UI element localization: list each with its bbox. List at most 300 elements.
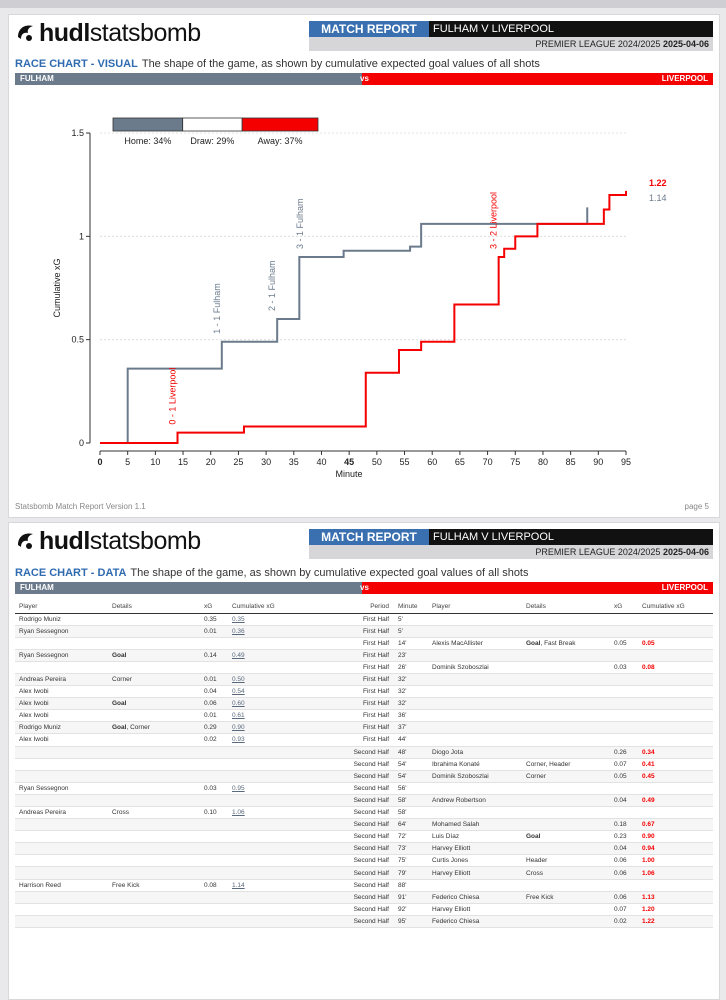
cell-home-cumulative-xg <box>228 758 308 770</box>
cell-away-details <box>522 698 610 710</box>
cell-home-cumulative-xg: 0.50 <box>228 673 308 685</box>
cell-away-details: Free Kick <box>522 891 610 903</box>
cell-away-details <box>522 686 610 698</box>
cell-away-cumulative-xg: 1.06 <box>638 867 713 879</box>
cell-away-player: Ibrahima Konaté <box>428 758 522 770</box>
table-header-row <box>15 601 713 613</box>
cell-home-cumulative-xg <box>228 661 308 673</box>
cell-home-cumulative-xg: 1.14 <box>228 879 308 891</box>
cell-home-cumulative-xg: 0.49 <box>228 649 308 661</box>
chart-grid <box>100 133 626 340</box>
cell-home-player: Alex Iwobi <box>15 698 108 710</box>
cell-minute: 92' <box>394 903 428 915</box>
x-tick-label: 85 <box>565 457 576 467</box>
cell-home-cumulative-xg: 0.95 <box>228 782 308 794</box>
section-title <box>15 58 540 70</box>
cell-minute: 91' <box>394 891 428 903</box>
cell-away-xg <box>610 807 638 819</box>
cell-home-xg: 0.01 <box>200 710 228 722</box>
cell-period: First Half <box>308 710 394 722</box>
cell-away-player <box>428 734 522 746</box>
cell-home-details <box>108 734 200 746</box>
cell-away-xg: 0.18 <box>610 819 638 831</box>
cell-away-cumulative-xg <box>638 673 713 685</box>
cell-away-cumulative-xg: 0.49 <box>638 794 713 806</box>
away-probability-segment <box>242 118 318 131</box>
cell-away-details: Corner, Header <box>522 758 610 770</box>
cell-home-xg <box>200 637 228 649</box>
cell-minute: 32' <box>394 698 428 710</box>
cell-away-xg: 0.06 <box>610 891 638 903</box>
cell-period: Second Half <box>308 770 394 782</box>
cell-period: Second Half <box>308 831 394 843</box>
cell-away-cumulative-xg: 0.41 <box>638 758 713 770</box>
cell-home-details <box>108 758 200 770</box>
cell-home-details: Free Kick <box>108 879 200 891</box>
cell-home-cumulative-xg <box>228 843 308 855</box>
report-page-visual <box>8 14 720 518</box>
away-probability-label: Away: 37% <box>257 136 303 146</box>
table-row <box>15 686 713 698</box>
cell-away-xg <box>610 625 638 637</box>
cell-home-player <box>15 891 108 903</box>
table-row <box>15 843 713 855</box>
cell-period: First Half <box>308 673 394 685</box>
cell-away-xg <box>610 686 638 698</box>
cell-home-details <box>108 794 200 806</box>
table-row <box>15 661 713 673</box>
cell-home-player: Alex Iwobi <box>15 686 108 698</box>
cell-minute: 88' <box>394 879 428 891</box>
table-row <box>15 649 713 661</box>
home-probability-segment <box>113 118 183 131</box>
cell-away-details <box>522 794 610 806</box>
cell-home-cumulative-xg <box>228 794 308 806</box>
cell-home-cumulative-xg <box>228 915 308 927</box>
cell-home-cumulative-xg: 1.06 <box>228 807 308 819</box>
cell-home-details <box>108 782 200 794</box>
table-row <box>15 831 713 843</box>
cell-away-player <box>428 710 522 722</box>
cell-home-player <box>15 794 108 806</box>
cell-home-cumulative-xg: 0.61 <box>228 710 308 722</box>
cell-away-details <box>522 819 610 831</box>
report-header <box>309 21 713 51</box>
cell-minute: 37' <box>394 722 428 734</box>
vs-label: vs <box>360 583 369 592</box>
cell-home-cumulative-xg <box>228 831 308 843</box>
cell-away-player <box>428 722 522 734</box>
table-row <box>15 915 713 927</box>
col-home-details: Details <box>108 601 200 613</box>
cell-period: Second Half <box>308 915 394 927</box>
cell-home-xg <box>200 758 228 770</box>
cell-away-details <box>522 722 610 734</box>
cell-away-xg: 0.04 <box>610 794 638 806</box>
cell-away-player: Curtis Jones <box>428 855 522 867</box>
cell-home-player: Ryan Sessegnon <box>15 782 108 794</box>
col-away-details: Details <box>522 601 610 613</box>
cell-home-xg: 0.29 <box>200 722 228 734</box>
cell-away-player: Harvey Elliott <box>428 903 522 915</box>
liverpool-final-xg-label: 1.22 <box>649 178 667 188</box>
cell-home-player: Rodrigo Muniz <box>15 722 108 734</box>
report-header <box>309 529 713 559</box>
cell-away-cumulative-xg <box>638 782 713 794</box>
col-minute: Minute <box>394 601 428 613</box>
cell-home-xg: 0.06 <box>200 698 228 710</box>
cell-home-xg <box>200 891 228 903</box>
cell-away-xg <box>610 649 638 661</box>
cell-away-cumulative-xg <box>638 734 713 746</box>
cell-away-cumulative-xg: 0.08 <box>638 661 713 673</box>
cell-home-player: Ryan Sessegnon <box>15 625 108 637</box>
cell-away-cumulative-xg: 0.94 <box>638 843 713 855</box>
cell-home-xg: 0.14 <box>200 649 228 661</box>
cell-home-details <box>108 903 200 915</box>
cell-home-details <box>108 637 200 649</box>
table-row <box>15 807 713 819</box>
cell-home-player: Harrison Reed <box>15 879 108 891</box>
team-bar <box>15 582 713 594</box>
draw-probability-segment <box>183 118 242 131</box>
cell-home-details <box>108 661 200 673</box>
goal-annotation: 0 - 1 Liverpool <box>167 367 178 425</box>
brand-bold-text: hudl <box>39 19 90 47</box>
cell-home-details <box>108 831 200 843</box>
home-team-label: FULHAM <box>15 582 362 594</box>
cell-period: Second Half <box>308 903 394 915</box>
cell-away-xg: 0.07 <box>610 758 638 770</box>
cell-away-xg: 0.06 <box>610 855 638 867</box>
race-chart <box>9 93 721 493</box>
cell-away-details <box>522 782 610 794</box>
cell-home-xg <box>200 855 228 867</box>
cell-period: Second Half <box>308 843 394 855</box>
hudl-statsbomb-logo <box>15 19 201 48</box>
cell-away-player: Luis Díaz <box>428 831 522 843</box>
x-tick-label: 40 <box>316 457 327 467</box>
cell-home-player: Alex Iwobi <box>15 710 108 722</box>
cell-home-cumulative-xg <box>228 637 308 649</box>
goal-annotation: 1 - 1 Fulham <box>211 283 222 334</box>
cell-period: First Half <box>308 698 394 710</box>
cell-away-player <box>428 782 522 794</box>
cell-minute: 54' <box>394 770 428 782</box>
goal-annotations <box>168 192 499 425</box>
cell-home-cumulative-xg: 0.35 <box>228 613 308 625</box>
match-date: 2025-04-06 <box>662 39 709 49</box>
cell-period: First Half <box>308 613 394 625</box>
cell-home-details <box>108 855 200 867</box>
cell-away-details <box>522 734 610 746</box>
cell-away-details <box>522 613 610 625</box>
cell-away-cumulative-xg: 1.20 <box>638 903 713 915</box>
cell-home-cumulative-xg <box>228 891 308 903</box>
cell-home-cumulative-xg: 0.36 <box>228 625 308 637</box>
section-subtitle: The shape of the game, as shown by cumulative expected goal values of all shots <box>130 567 529 579</box>
cell-home-details <box>108 746 200 758</box>
cell-away-player <box>428 613 522 625</box>
cell-period: First Half <box>308 625 394 637</box>
cell-minute: 32' <box>394 673 428 685</box>
cell-home-xg <box>200 831 228 843</box>
table-row <box>15 758 713 770</box>
cell-away-player: Federico Chiesa <box>428 891 522 903</box>
cell-home-details <box>108 867 200 879</box>
cell-away-cumulative-xg: 1.00 <box>638 855 713 867</box>
x-axis-label: Minute <box>335 469 363 479</box>
win-probability-bar <box>113 118 318 146</box>
col-home-cumulative-xg: Cumulative xG <box>228 601 308 613</box>
cell-away-cumulative-xg: 1.13 <box>638 891 713 903</box>
cell-home-xg <box>200 867 228 879</box>
cell-home-details <box>108 686 200 698</box>
x-tick-label: 15 <box>178 457 189 467</box>
cell-home-details: Corner <box>108 673 200 685</box>
hudl-logo-icon <box>15 22 37 44</box>
cell-away-cumulative-xg <box>638 710 713 722</box>
cell-home-cumulative-xg: 0.93 <box>228 734 308 746</box>
section-title-text: RACE CHART - DATA <box>15 567 127 579</box>
cell-period: Second Half <box>308 782 394 794</box>
table-row <box>15 734 713 746</box>
cell-minute: 32' <box>394 686 428 698</box>
cell-away-player: Harvey Elliott <box>428 843 522 855</box>
cell-home-player <box>15 661 108 673</box>
cell-home-xg: 0.04 <box>200 686 228 698</box>
cell-home-xg: 0.01 <box>200 625 228 637</box>
away-team-label: LIVERPOOL <box>362 73 713 85</box>
cell-away-player: Andrew Robertson <box>428 794 522 806</box>
cell-minute: 58' <box>394 794 428 806</box>
cell-away-details <box>522 746 610 758</box>
hudl-statsbomb-logo <box>15 527 201 556</box>
cell-away-player <box>428 879 522 891</box>
y-tick-label: 1.5 <box>71 128 84 138</box>
cell-minute: 95' <box>394 915 428 927</box>
table-row <box>15 637 713 649</box>
hudl-logo-icon <box>15 530 37 552</box>
cell-minute: 26' <box>394 661 428 673</box>
cell-home-player <box>15 867 108 879</box>
y-tick-label: 0.5 <box>71 334 84 345</box>
cell-home-xg: 0.10 <box>200 807 228 819</box>
cell-minute: 44' <box>394 734 428 746</box>
brand-light-text: statsbomb <box>89 19 201 47</box>
cell-away-details: Goal, Fast Break <box>522 637 610 649</box>
x-tick-label: 75 <box>510 457 521 467</box>
cell-away-details: Goal <box>522 831 610 843</box>
x-tick-label: 55 <box>399 457 410 467</box>
x-tick-label: 70 <box>482 457 493 467</box>
cell-away-details <box>522 843 610 855</box>
table-row <box>15 903 713 915</box>
cell-away-xg: 0.07 <box>610 903 638 915</box>
cell-away-details: Corner <box>522 770 610 782</box>
table-row <box>15 867 713 879</box>
cell-home-player <box>15 843 108 855</box>
cell-home-xg: 0.02 <box>200 734 228 746</box>
cell-home-details <box>108 915 200 927</box>
cell-away-cumulative-xg: 0.05 <box>638 637 713 649</box>
table-row <box>15 746 713 758</box>
cell-period: First Half <box>308 637 394 649</box>
col-away-player: Player <box>428 601 522 613</box>
goal-annotation: 3 - 2 Liverpool <box>488 191 499 249</box>
cell-home-cumulative-xg <box>228 903 308 915</box>
y-axis-label: Cumulative xG <box>52 258 62 318</box>
cell-minute: 14' <box>394 637 428 649</box>
cell-away-xg: 0.02 <box>610 915 638 927</box>
cell-home-player <box>15 855 108 867</box>
cell-home-xg: 0.01 <box>200 673 228 685</box>
report-page-data <box>8 522 720 1000</box>
x-tick-label: 5 <box>125 457 131 467</box>
col-away-cumulative-xg: Cumulative xG <box>638 601 713 613</box>
cell-home-cumulative-xg <box>228 746 308 758</box>
cell-away-xg <box>610 782 638 794</box>
cell-minute: 36' <box>394 710 428 722</box>
cell-away-cumulative-xg <box>638 649 713 661</box>
cell-home-xg <box>200 819 228 831</box>
footer-version: Statsbomb Match Report Version 1.1 <box>15 502 146 511</box>
cell-home-cumulative-xg <box>228 770 308 782</box>
cell-away-cumulative-xg <box>638 807 713 819</box>
cell-home-player: Rodrigo Muniz <box>15 613 108 625</box>
cell-away-cumulative-xg <box>638 879 713 891</box>
cell-period: Second Half <box>308 807 394 819</box>
x-tick-label: 25 <box>233 457 244 467</box>
cell-home-details: Goal <box>108 649 200 661</box>
cell-home-details: Cross <box>108 807 200 819</box>
goal-annotation: 3 - 1 Fulham <box>294 198 305 249</box>
cell-period: Second Half <box>308 794 394 806</box>
table-row <box>15 891 713 903</box>
cell-period: Second Half <box>308 758 394 770</box>
cell-away-xg: 0.03 <box>610 661 638 673</box>
brand-bold-text: hudl <box>39 527 90 555</box>
x-tick-label: 10 <box>150 457 161 467</box>
cell-away-xg <box>610 673 638 685</box>
cell-home-player <box>15 915 108 927</box>
cell-away-cumulative-xg: 1.22 <box>638 915 713 927</box>
cell-minute: 75' <box>394 855 428 867</box>
cell-minute: 54' <box>394 758 428 770</box>
cell-minute: 56' <box>394 782 428 794</box>
x-tick-label: 80 <box>537 457 548 467</box>
team-bar <box>15 73 713 85</box>
home-team-label: FULHAM <box>15 73 362 85</box>
home-probability-label: Home: 34% <box>124 136 172 146</box>
cell-away-xg <box>610 698 638 710</box>
cell-home-details <box>108 819 200 831</box>
cell-away-cumulative-xg: 0.45 <box>638 770 713 782</box>
cell-away-player <box>428 686 522 698</box>
cell-home-xg: 0.03 <box>200 782 228 794</box>
cell-period: First Half <box>308 734 394 746</box>
table-row <box>15 782 713 794</box>
cell-away-player: Mohamed Salah <box>428 819 522 831</box>
table-row <box>15 698 713 710</box>
match-report-label: MATCH REPORT <box>309 21 429 37</box>
cell-away-cumulative-xg <box>638 625 713 637</box>
cell-minute: 79' <box>394 867 428 879</box>
cell-home-details: Goal, Corner <box>108 722 200 734</box>
cell-away-player: Dominik Szoboszlai <box>428 770 522 782</box>
competition-name: PREMIER LEAGUE 2024/2025 <box>535 39 661 49</box>
cell-minute: 73' <box>394 843 428 855</box>
cell-away-player <box>428 673 522 685</box>
cell-minute: 5' <box>394 613 428 625</box>
cell-minute: 58' <box>394 807 428 819</box>
cell-away-xg: 0.26 <box>610 746 638 758</box>
x-tick-label: 0 <box>97 457 103 467</box>
col-away-xg: xG <box>610 601 638 613</box>
cell-away-xg <box>610 734 638 746</box>
footer-page-number: page 5 <box>684 502 709 511</box>
cell-away-xg <box>610 879 638 891</box>
col-home-xg: xG <box>200 601 228 613</box>
cell-away-details <box>522 661 610 673</box>
cell-minute: 48' <box>394 746 428 758</box>
cell-minute: 72' <box>394 831 428 843</box>
table-row <box>15 819 713 831</box>
cell-away-cumulative-xg: 0.34 <box>638 746 713 758</box>
table-row <box>15 673 713 685</box>
cell-away-cumulative-xg: 0.90 <box>638 831 713 843</box>
cell-home-xg <box>200 843 228 855</box>
brand-light-text: statsbomb <box>89 527 201 555</box>
cell-home-player: Alex Iwobi <box>15 734 108 746</box>
cell-away-details <box>522 807 610 819</box>
cell-away-details <box>522 625 610 637</box>
x-tick-label: 50 <box>371 457 382 467</box>
cell-away-xg: 0.04 <box>610 843 638 855</box>
cell-away-player <box>428 649 522 661</box>
cell-period: First Half <box>308 722 394 734</box>
shots-table <box>15 601 713 928</box>
table-row <box>15 710 713 722</box>
cell-minute: 5' <box>394 625 428 637</box>
table-row <box>15 794 713 806</box>
competition-line <box>309 37 713 51</box>
x-tick-label: 45 <box>344 457 355 467</box>
cell-away-details <box>522 903 610 915</box>
cell-period: Second Half <box>308 867 394 879</box>
x-tick-label: 35 <box>288 457 299 467</box>
cell-home-xg <box>200 746 228 758</box>
table-row <box>15 879 713 891</box>
cell-home-player <box>15 903 108 915</box>
cell-period: Second Half <box>308 746 394 758</box>
fulham-final-xg-label: 1.14 <box>649 193 667 203</box>
cell-home-xg <box>200 915 228 927</box>
cell-away-cumulative-xg <box>638 722 713 734</box>
x-tick-label: 90 <box>593 457 604 467</box>
cell-home-player: Andreas Pereira <box>15 673 108 685</box>
cell-period: First Half <box>308 661 394 673</box>
cell-home-player <box>15 758 108 770</box>
cell-away-xg <box>610 710 638 722</box>
cell-away-xg: 0.05 <box>610 637 638 649</box>
cell-away-details: Header <box>522 855 610 867</box>
cell-away-player <box>428 807 522 819</box>
cell-away-details <box>522 915 610 927</box>
table-row <box>15 855 713 867</box>
cell-home-details <box>108 710 200 722</box>
cell-away-details <box>522 879 610 891</box>
